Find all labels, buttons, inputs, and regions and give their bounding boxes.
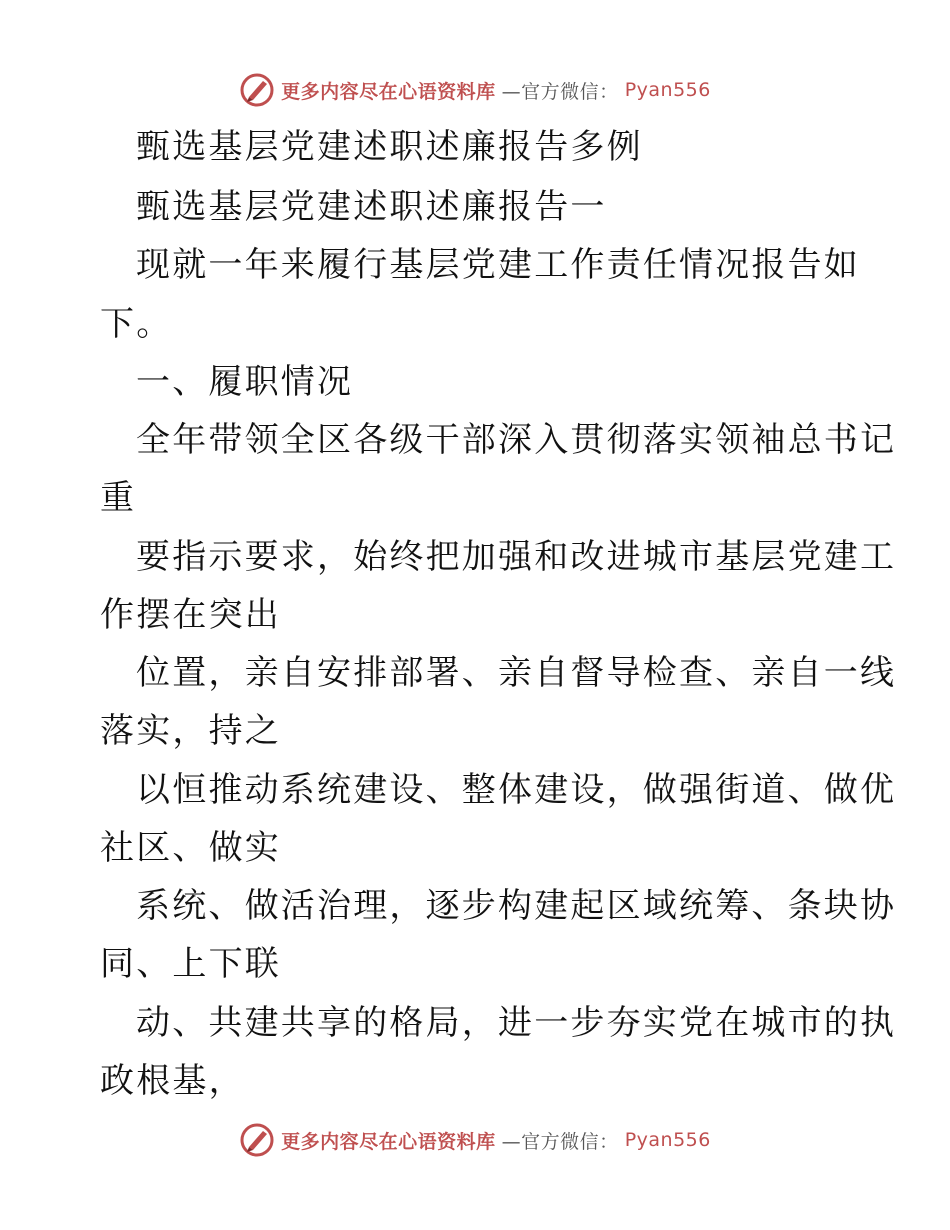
subsection-heading: 一、履职情况 xyxy=(136,362,354,402)
paragraph-line: 下。 xyxy=(100,304,173,344)
watermark-text: 更多内容尽在心语资料库 xyxy=(281,1130,496,1153)
paragraph-line: 以恒推动系统建设、整体建设，做强街道、做优 xyxy=(136,770,897,810)
watermark-wechat-id: Pyan556 xyxy=(624,1129,711,1151)
footer-watermark xyxy=(0,1120,950,1160)
paragraph-line: 全年带领全区各级干部深入贯彻落实领袖总书记 xyxy=(136,420,897,460)
pen-logo-icon xyxy=(239,1122,275,1158)
paragraph-line: 社区、做实 xyxy=(100,828,281,868)
header-watermark xyxy=(0,70,950,110)
watermark-text: 更多内容尽在心语资料库 xyxy=(281,80,496,103)
watermark-wechat-id: Pyan556 xyxy=(624,79,711,101)
section-title: 甄选基层党建述职述廉报告一 xyxy=(136,187,607,227)
paragraph-line: 要指示要求，始终把加强和改进城市基层党建工 xyxy=(136,537,897,577)
paragraph-line: 现就一年来履行基层党建工作责任情况报告如 xyxy=(136,245,860,285)
pen-logo-icon xyxy=(239,72,275,108)
document-title: 甄选基层党建述职述廉报告多例 xyxy=(136,127,643,167)
watermark-separator: —官方微信： xyxy=(501,80,619,103)
paragraph-line: 重 xyxy=(100,478,137,518)
paragraph-line: 系统、做活治理，逐步构建起区域统筹、条块协 xyxy=(136,886,897,926)
watermark-separator: —官方微信： xyxy=(501,1130,619,1153)
paragraph-line: 政根基， xyxy=(100,1061,245,1101)
paragraph-line: 同、上下联 xyxy=(100,944,281,984)
paragraph-line: 位置，亲自安排部署、亲自督导检查、亲自一线 xyxy=(136,653,897,693)
paragraph-line: 落实，持之 xyxy=(100,711,281,751)
paragraph-line: 动、共建共享的格局，进一步夯实党在城市的执 xyxy=(136,1003,897,1043)
paragraph-line: 作摆在突出 xyxy=(100,595,281,635)
